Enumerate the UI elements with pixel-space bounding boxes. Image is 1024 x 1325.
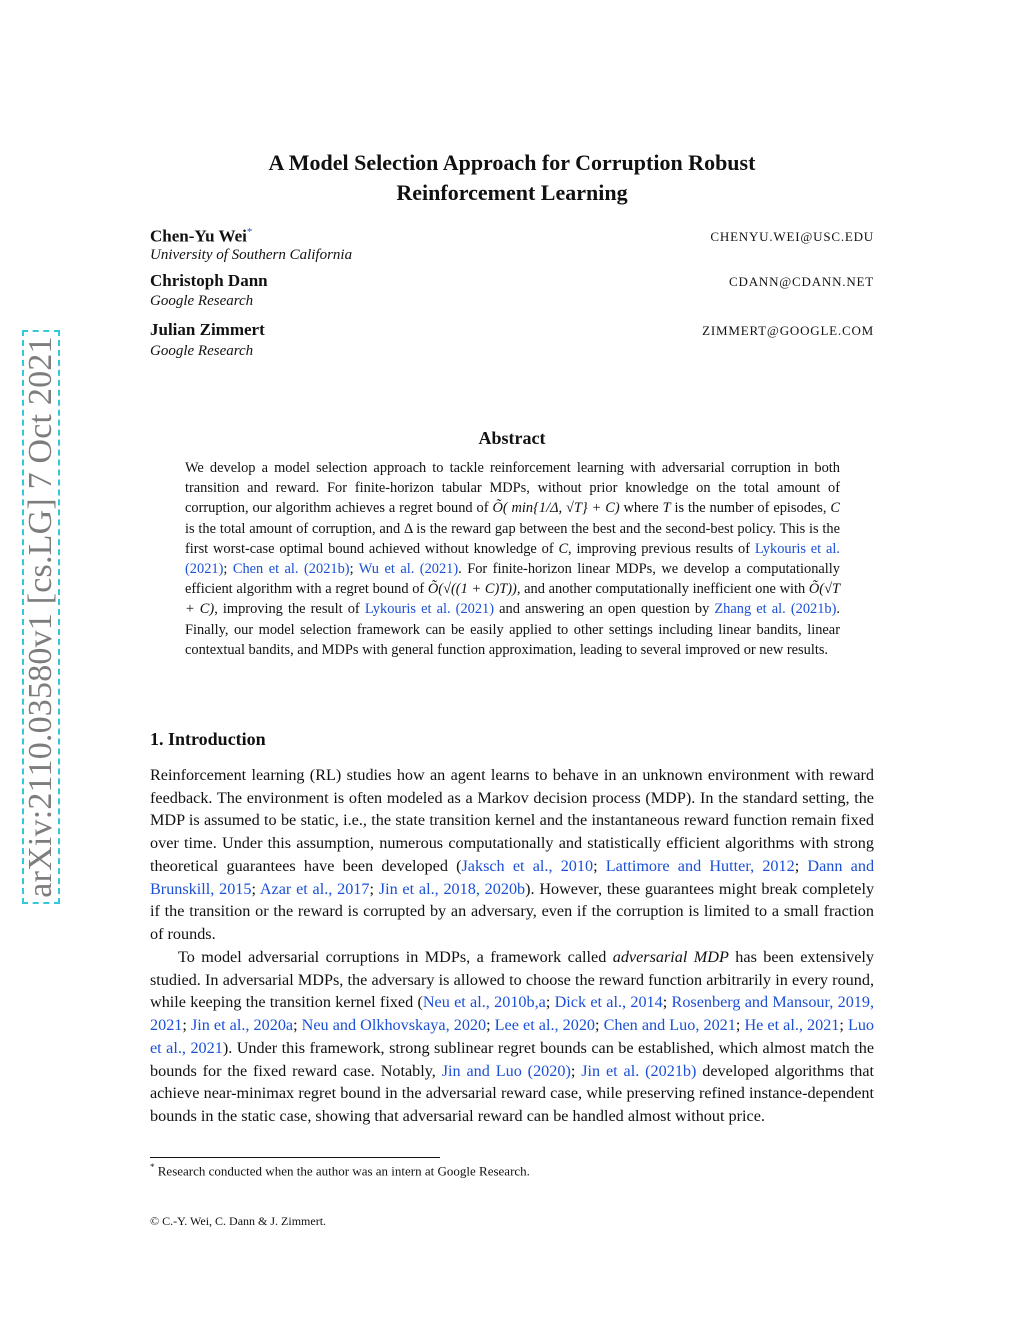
citation-link[interactable]: He et al., 2021 — [744, 1016, 840, 1035]
citation-link[interactable]: Jaksch et al., 2010 — [461, 856, 594, 875]
citation-link[interactable]: Lykouris et al. (2021) — [185, 540, 840, 578]
citation-link[interactable]: Jin et al. (2021b) — [581, 1061, 697, 1080]
author-block — [150, 226, 874, 248]
citation-link[interactable]: Neu and Olkhovskaya, 2020 — [301, 1016, 487, 1035]
citation-link[interactable]: Rosenberg and Mansour, 2019, 2021 — [150, 993, 875, 1035]
abstract-text: We develop a model selection approach to tackle reinforcement learning with adversarial corruption in both transition and reward. For finite-horizon tabular MDPs, without prior knowledge on the total amount of corruption, our algorithm achieves a regret bound of Õ( min{1/Δ, √T} + C) where T is the number of episodes, C is the total amount of corruption, and Δ is the reward gap between the best and the second-best policy. This is the first worst-case optimal bound achieved without knowledge of C, improving previous results of Lykouris et al. (2021); Chen et al. (2021b); Wu et al. (2021). For finite-horizon linear MDPs, we develop a computationally efficient algorithm with a regret bound of Õ(√((1 + C)T)), and another computationally inefficient one with Õ(√T + C), improving the result of Lykouris et al. (2021) and answering an open question by Zhang et al. (2021b). Finally, our model selection framework can be easily applied to other settings including linear bandits, linear contextual bandits, and MDPs with general function approximation, leading to several improved or new results. — [185, 460, 841, 658]
citation-link[interactable]: Lee et al., 2020 — [494, 1016, 595, 1035]
citation-link[interactable]: Wu et al. (2021) — [358, 561, 459, 578]
citation-link[interactable]: Neu et al., 2010b,a — [422, 993, 546, 1012]
citation-link[interactable]: Chen et al. (2021b) — [232, 561, 350, 578]
title-line-1: A Model Selection Approach for Corruption Robust — [268, 150, 756, 175]
citation-link[interactable]: Azar et al., 2017 — [259, 879, 370, 898]
paper-title — [150, 148, 874, 208]
author-name: Christoph Dann — [150, 271, 268, 290]
intro-paragraph-2: To model adversarial corruptions in MDPs, a framework called adversarial MDP has been extensively studied. In adversarial MDPs, the adversary is allowed to choose the reward function arbitrarily in every round, while keeping the transition kernel fixed (Neu et al., 2010b,a; Dick et al., 2014; Rosenberg and Mansour, 2019, 2021; Jin et al., 2020a; Neu and Olkhovskaya, 2020; Lee et al., 2020; Chen and Luo, 2021; He et al., 2021; Luo et al., 2021). Under this framework, strong sublinear regret bounds can be established, which almost match the bounds for the fixed reward case. Notably, Jin and Luo (2020); Jin et al. (2021b) developed algorithms that achieve near-minimax regret bound in the adversarial reward case, while preserving refined instance-dependent bounds in the static case, showing that adversarial reward can be handled almost without price. — [150, 948, 875, 1125]
title-line-2: Reinforcement Learning — [396, 180, 628, 205]
citation-link[interactable]: Jin et al., 2018, 2020b — [378, 879, 526, 898]
footnote-divider — [150, 1157, 440, 1158]
abstract-heading: Abstract — [478, 428, 546, 448]
author-affiliation: Google Research — [150, 293, 254, 309]
author-name: Julian Zimmert — [150, 320, 265, 339]
arxiv-stamp[interactable]: arXiv:2110.03580v1 [cs.LG] 7 Oct 2021 — [22, 336, 59, 898]
regret-bound-formula: Õ( min{1/Δ, √T} + C) — [492, 500, 620, 517]
regret-bound-formula: Õ(√T + C) — [185, 581, 840, 618]
author-affiliation: Google Research — [150, 343, 254, 359]
citation-link[interactable]: Zhang et al. (2021b) — [714, 601, 837, 618]
author-email: ZIMMERT@GOOGLE.COM — [702, 323, 874, 338]
section-heading-introduction: 1. Introduction — [150, 729, 266, 749]
author-affiliation: University of Southern California — [150, 247, 353, 263]
copyright-notice: © C.-Y. Wei, C. Dann & J. Zimmert. — [150, 1214, 327, 1228]
author-block — [150, 320, 874, 342]
footnote-marker[interactable]: * — [246, 226, 253, 238]
footnote: * Research conducted when the author was an intern at Google Research. — [150, 1162, 530, 1179]
citation-link[interactable]: Lattimore and Hutter, 2012 — [605, 856, 795, 875]
author-email: CDANN@CDANN.NET — [729, 274, 874, 289]
citation-link[interactable]: Chen and Luo, 2021 — [603, 1016, 736, 1035]
author-email: CHENYU.WEI@USC.EDU — [710, 229, 874, 244]
citation-link[interactable]: Jin and Luo (2020) — [441, 1061, 571, 1080]
regret-bound-formula: Õ(√((1 + C)T)) — [427, 581, 517, 598]
citation-link[interactable]: Dann and Brunskill, 2015 — [150, 856, 875, 898]
author-block — [150, 271, 874, 293]
citation-link[interactable]: Lykouris et al. (2021) — [364, 601, 495, 618]
citation-link[interactable]: Dick et al., 2014 — [554, 993, 663, 1012]
citation-link[interactable]: Luo et al., 2021 — [150, 1016, 875, 1057]
author-name: Chen-Yu Wei* — [150, 226, 253, 246]
intro-paragraph-1: Reinforcement learning (RL) studies how an agent learns to behave in an unknown environment with reward feedback. The environment is often modeled as a Markov decision process (MDP). In the standard setting, the MDP is assumed to be static, i.e., the state transition kernel and the instantaneous reward function remain fixed over time. Under this assumption, numerous computationally and statistically efficient algorithms with strong theoretical guarantees have been developed (Jaksch et al., 2010; Lattimore and Hutter, 2012; Dann and Brunskill, 2015; Azar et al., 2017; Jin et al., 2018, 2020b). However, these guarantees might break completely if the transition or the reward is corrupted by an adversary, even if the corruption is limited to a small fraction of rounds. — [150, 766, 875, 943]
citation-link[interactable]: Jin et al., 2020a — [190, 1016, 294, 1035]
